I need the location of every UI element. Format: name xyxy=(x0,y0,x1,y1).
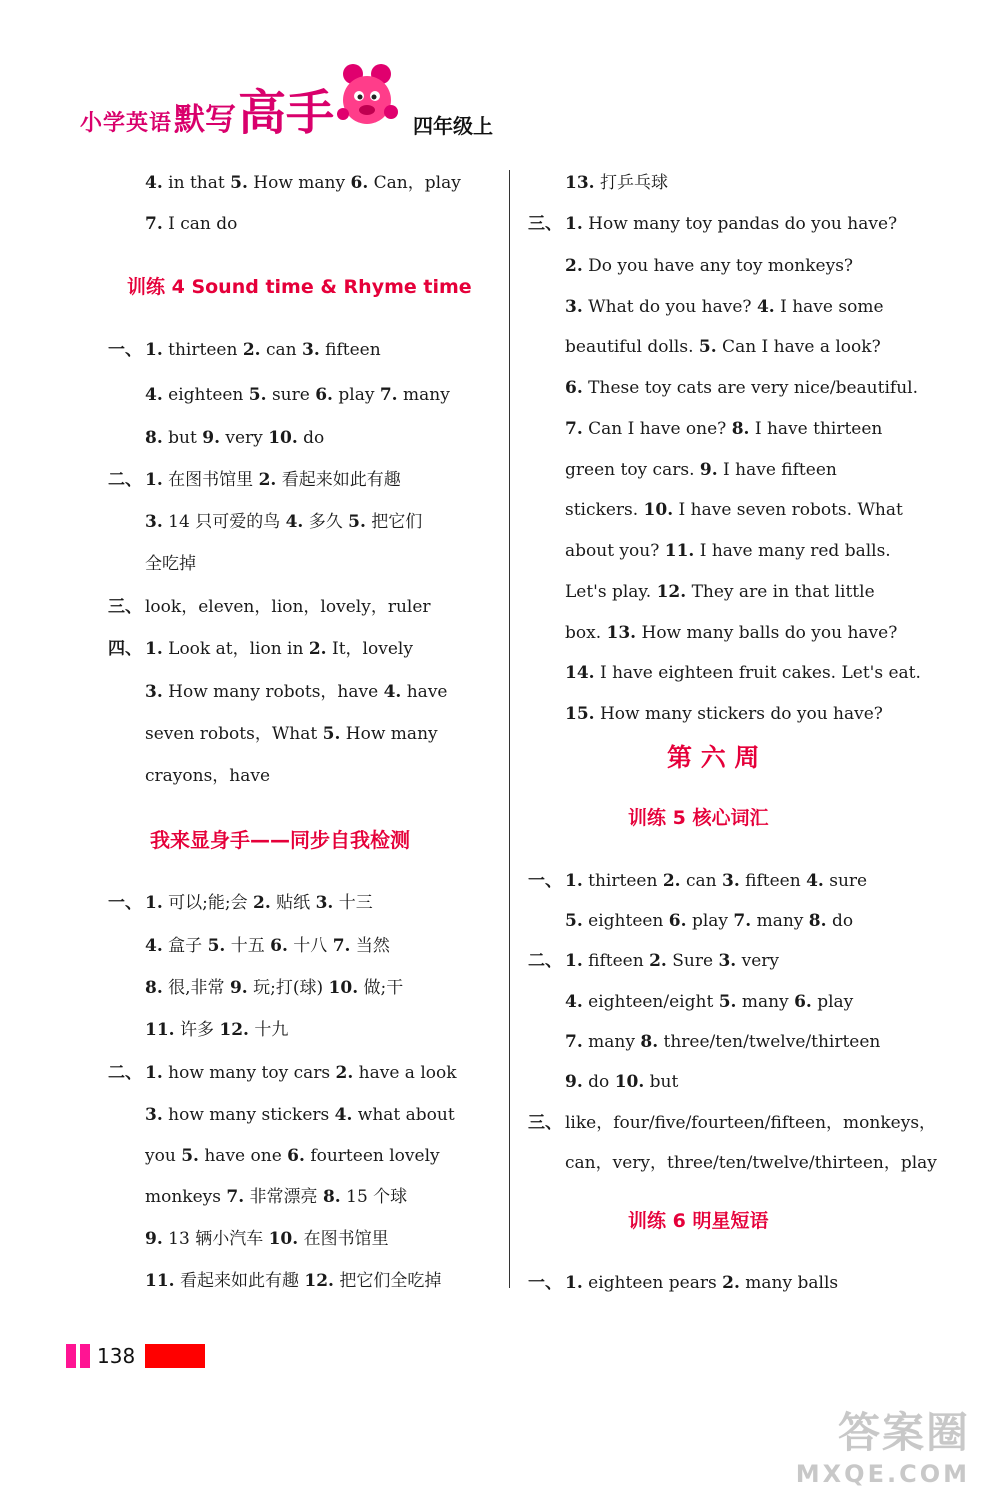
answer-text: eighteen xyxy=(162,385,249,405)
part-marker: 二、 xyxy=(108,470,142,490)
answer-text: 把它们全吃掉 xyxy=(333,1271,442,1291)
right-answer-line xyxy=(565,213,897,235)
answer-text: 打乒乓球 xyxy=(594,173,668,193)
right-answer-line xyxy=(565,540,891,562)
item-number: 11. xyxy=(145,1020,175,1040)
item-number: 1. xyxy=(145,1063,163,1083)
part-marker: 四、 xyxy=(108,639,142,659)
page-marker-bar xyxy=(80,1344,90,1368)
left-answer-line xyxy=(145,1228,389,1250)
item-number: 2. xyxy=(258,470,277,490)
part-marker: 一、 xyxy=(528,1273,562,1293)
watermark-logo: 答案圈 xyxy=(837,1408,970,1457)
answer-text: crayons，have xyxy=(145,766,271,786)
right-answer-line xyxy=(565,255,853,277)
answer-text: 十八 xyxy=(287,936,333,956)
answer-text: How many balls do you have? xyxy=(636,623,898,643)
answer-text: how many stickers xyxy=(162,1105,335,1125)
right-answer-line xyxy=(565,499,903,521)
item-number: 7. xyxy=(565,1032,583,1052)
item-number: 8. xyxy=(145,978,163,998)
item-number: 4. xyxy=(383,682,402,702)
item-number: 7. xyxy=(332,936,351,956)
item-number: 4. xyxy=(806,871,824,891)
left-answer-line xyxy=(145,469,401,491)
answer-text: 十三 xyxy=(333,893,373,913)
left-answer-line xyxy=(145,384,450,406)
answer-text: How many robots，have xyxy=(162,682,384,702)
answer-text: have a look xyxy=(353,1063,457,1083)
answer-text: How many stickers do you have? xyxy=(594,704,883,724)
section-heading: 训练 5 核心词汇 xyxy=(628,807,769,829)
answer-text: green toy cars. xyxy=(565,460,700,480)
section-heading: 我来显身手——同步自我检测 xyxy=(150,828,410,852)
answer-text: They are in that little xyxy=(686,582,875,602)
right-answer-line xyxy=(565,418,882,440)
answer-text: I have thirteen xyxy=(749,419,883,439)
answer-text: do xyxy=(297,428,325,448)
answer-text: eighteen pears xyxy=(582,1273,723,1293)
item-number: 6. xyxy=(315,385,333,405)
answer-text: 很,非常 xyxy=(162,978,230,998)
answer-text: do xyxy=(582,1072,615,1092)
part-marker: 二、 xyxy=(528,951,562,971)
answer-text: I have eighteen fruit cakes. Let's eat. xyxy=(594,663,921,683)
answer-text: 玩;打(球) xyxy=(247,978,329,998)
item-number: 7. xyxy=(733,911,752,931)
item-number: 2. xyxy=(308,639,327,659)
item-number: 6. xyxy=(794,992,812,1012)
part-marker: 一、 xyxy=(108,893,142,913)
answer-text: beautiful dolls. xyxy=(565,337,699,357)
answer-text: It，lovely xyxy=(326,639,413,659)
answer-text: but xyxy=(162,428,203,448)
answer-text: I have fifteen xyxy=(717,460,837,480)
answer-text: play xyxy=(332,385,380,405)
answer-text: about you? xyxy=(565,541,665,561)
item-number: 1. xyxy=(145,340,163,360)
item-number: 1. xyxy=(145,639,163,659)
item-number: 3. xyxy=(301,340,320,360)
answer-text: 贴纸 xyxy=(270,893,316,913)
left-answer-line xyxy=(145,172,461,194)
left-answer-line xyxy=(145,977,403,999)
right-answer-line xyxy=(565,377,918,399)
answer-text: 多久 xyxy=(303,512,349,532)
answer-text: How many xyxy=(247,173,351,193)
item-number: 2. xyxy=(722,1273,740,1293)
answer-text: I can do xyxy=(162,214,238,234)
answer-text: Do you have any toy monkeys? xyxy=(582,256,854,276)
item-number: 10. xyxy=(614,1072,645,1092)
answer-text: What do you have? xyxy=(582,297,757,317)
part-marker: 三、 xyxy=(528,1113,562,1133)
left-answer-line xyxy=(145,723,438,745)
answer-text: play xyxy=(811,992,854,1012)
page-red-block xyxy=(145,1344,205,1368)
item-number: 8. xyxy=(322,1187,341,1207)
answer-text: I have some xyxy=(774,297,884,317)
answer-text: Sure xyxy=(666,951,719,971)
answer-text: thirteen xyxy=(162,340,243,360)
item-number: 6. xyxy=(350,173,369,193)
item-number: 11. xyxy=(145,1271,175,1291)
answer-text: thirteen xyxy=(582,871,663,891)
item-number: 9. xyxy=(202,428,220,448)
answer-text: many xyxy=(397,385,450,405)
item-number: 4. xyxy=(145,385,163,405)
item-number: 12. xyxy=(304,1271,334,1291)
answer-text: 看起来如此有趣 xyxy=(174,1271,305,1291)
left-answer-line xyxy=(145,213,237,235)
item-number: 2. xyxy=(649,951,667,971)
answer-text: I have seven robots. What xyxy=(673,500,903,520)
answer-text: 许多 xyxy=(174,1020,220,1040)
left-answer-line xyxy=(145,1270,441,1292)
part-marker: 二、 xyxy=(108,1063,142,1083)
item-number: 2. xyxy=(253,893,271,913)
right-answer-line xyxy=(565,172,668,194)
answer-text: what about xyxy=(352,1105,455,1125)
item-number: 9. xyxy=(699,460,718,480)
answer-text: 可以;能;会 xyxy=(162,893,254,913)
item-number: 1. xyxy=(565,1273,583,1293)
column-divider xyxy=(509,170,510,1288)
part-marker: 三、 xyxy=(108,597,142,617)
answer-text: seven robots，What xyxy=(145,724,323,744)
left-answer-line xyxy=(145,1145,440,1167)
watermark-url: MXQE.COM xyxy=(795,1460,970,1488)
answer-text: 做;干 xyxy=(358,978,404,998)
right-answer-line xyxy=(565,1272,838,1294)
header-title-mid: 默写 xyxy=(174,102,236,138)
item-number: 2. xyxy=(335,1063,354,1083)
answer-text: Look at，lion in xyxy=(162,639,309,659)
answer-text: sure xyxy=(823,871,868,891)
item-number: 4. xyxy=(285,512,304,532)
right-answer-line xyxy=(565,703,883,725)
item-number: 3. xyxy=(145,682,163,702)
answer-text: but xyxy=(644,1072,679,1092)
item-number: 10. xyxy=(328,978,359,998)
left-answer-line xyxy=(145,935,390,957)
answer-text: eighteen xyxy=(582,911,669,931)
answer-text: can xyxy=(260,340,302,360)
answer-text: 13 辆小汽车 xyxy=(162,1229,269,1249)
page-marker-bar xyxy=(66,1344,76,1368)
answer-text: Can，play xyxy=(368,173,461,193)
item-number: 9. xyxy=(145,1229,163,1249)
item-number: 7. xyxy=(565,419,583,439)
item-number: 2. xyxy=(565,256,583,276)
answer-text: box. xyxy=(565,623,607,643)
right-answer-line xyxy=(565,1071,678,1093)
answer-text: have xyxy=(401,682,448,702)
item-number: 5. xyxy=(698,337,717,357)
right-answer-line xyxy=(565,459,837,481)
right-answer-line xyxy=(565,296,884,318)
watermark xyxy=(796,1400,970,1488)
answer-text: many xyxy=(751,911,809,931)
answer-text: How many toy pandas do you have? xyxy=(582,214,898,234)
answer-text: can，very，three/ten/twelve/thirteen，play xyxy=(565,1153,937,1173)
item-number: 12. xyxy=(656,582,687,602)
answer-text: play xyxy=(686,911,734,931)
item-number: 1. xyxy=(145,893,163,913)
item-number: 5. xyxy=(348,512,366,532)
item-number: 5. xyxy=(230,173,248,193)
left-answer-line xyxy=(145,1104,455,1126)
answer-text: 14 只可爱的鸟 xyxy=(162,512,286,532)
item-number: 3. xyxy=(721,871,740,891)
mascot-logo-icon xyxy=(333,62,403,134)
item-number: 2. xyxy=(242,340,261,360)
answer-text: many xyxy=(582,1032,641,1052)
item-number: 5. xyxy=(718,992,737,1012)
right-answer-line xyxy=(565,1031,880,1053)
left-answer-line xyxy=(145,1062,457,1084)
answer-text: fifteen xyxy=(582,951,650,971)
right-answer-line xyxy=(565,1152,937,1174)
right-answer-line xyxy=(565,991,853,1013)
answer-text: 15 个球 xyxy=(340,1187,408,1207)
answer-text: 十九 xyxy=(248,1020,289,1040)
item-number: 9. xyxy=(565,1072,583,1092)
left-answer-line xyxy=(145,1019,288,1041)
left-answer-line xyxy=(145,553,196,575)
answer-text: very xyxy=(219,428,269,448)
item-number: 15. xyxy=(565,704,595,724)
answer-text: look，eleven，lion，lovely，ruler xyxy=(145,597,431,617)
answer-text: I have many red balls. xyxy=(694,541,891,561)
item-number: 11. xyxy=(664,541,695,561)
item-number: 8. xyxy=(640,1032,659,1052)
answer-text: 盒子 xyxy=(162,936,208,956)
item-number: 10. xyxy=(643,500,674,520)
item-number: 6. xyxy=(668,911,687,931)
answer-text: fourteen lovely xyxy=(304,1146,440,1166)
section-heading: 训练 6 明星短语 xyxy=(628,1210,769,1232)
item-number: 10. xyxy=(268,428,298,448)
answer-text: 十五 xyxy=(225,936,271,956)
answer-text: many xyxy=(736,992,795,1012)
item-number: 1. xyxy=(565,214,583,234)
item-number: 3. xyxy=(565,297,583,317)
right-answer-line xyxy=(565,662,921,684)
answer-text: 在图书馆里 xyxy=(298,1229,389,1249)
right-answer-line xyxy=(565,336,881,358)
item-number: 5. xyxy=(565,911,583,931)
answer-text: Can I have a look? xyxy=(716,337,881,357)
item-number: 6. xyxy=(270,936,288,956)
part-marker: 三、 xyxy=(528,214,562,234)
answer-text: have one xyxy=(198,1146,288,1166)
item-number: 3. xyxy=(145,512,163,532)
item-number: 14. xyxy=(565,663,595,683)
answer-text: three/ten/twelve/thirteen xyxy=(658,1032,881,1052)
item-number: 1. xyxy=(565,871,583,891)
answer-text: many balls xyxy=(739,1273,839,1293)
item-number: 8. xyxy=(145,428,163,448)
answer-text: fifteen xyxy=(739,871,807,891)
answer-text: fifteen xyxy=(319,340,381,360)
item-number: 4. xyxy=(145,173,163,193)
answer-text: like，four/five/fourteen/fifteen，monkeys， xyxy=(565,1113,937,1133)
left-answer-line xyxy=(145,681,447,703)
right-answer-line xyxy=(565,622,897,644)
left-answer-line xyxy=(145,339,381,361)
left-answer-line xyxy=(145,765,270,787)
item-number: 7. xyxy=(226,1187,245,1207)
item-number: 8. xyxy=(731,419,750,439)
answer-text: How many xyxy=(340,724,438,744)
right-answer-line xyxy=(565,870,867,892)
item-number: 6. xyxy=(565,378,583,398)
answer-text: 全吃掉 xyxy=(145,554,196,574)
item-number: 5. xyxy=(322,724,341,744)
answer-text: monkeys xyxy=(145,1187,227,1207)
header-series: 小学英语 xyxy=(80,111,173,136)
answer-text: do xyxy=(826,911,854,931)
answer-text: 把它们 xyxy=(365,512,423,532)
item-number: 1. xyxy=(145,470,163,490)
answer-text: how many toy cars xyxy=(162,1063,336,1083)
item-number: 13. xyxy=(565,173,595,193)
answer-text: 看起来如此有趣 xyxy=(276,470,401,490)
item-number: 4. xyxy=(756,297,775,317)
answer-text: eighteen/eight xyxy=(582,992,719,1012)
right-answer-line xyxy=(565,910,853,932)
item-number: 5. xyxy=(248,385,267,405)
right-answer-line xyxy=(565,581,875,603)
right-answer-line xyxy=(565,950,779,972)
item-number: 4. xyxy=(145,936,163,956)
item-number: 9. xyxy=(229,978,248,998)
item-number: 5. xyxy=(181,1146,199,1166)
header-title-big: 高手 xyxy=(238,85,335,141)
answer-text: in that xyxy=(162,173,231,193)
item-number: 7. xyxy=(379,385,398,405)
item-number: 3. xyxy=(718,951,737,971)
section-heading: 训练 4 Sound time & Rhyme time xyxy=(127,276,472,298)
item-number: 1. xyxy=(565,951,583,971)
item-number: 4. xyxy=(565,992,583,1012)
grade-label: 四年级上 xyxy=(413,114,493,138)
answer-text: 在图书馆里 xyxy=(162,470,259,490)
answer-text: Let's play. xyxy=(565,582,657,602)
part-marker: 一、 xyxy=(108,340,142,360)
answer-text: 非常漂亮 xyxy=(244,1187,323,1207)
left-answer-line xyxy=(145,638,413,660)
item-number: 2. xyxy=(662,871,681,891)
item-number: 8. xyxy=(808,911,827,931)
answer-text: 当然 xyxy=(350,936,390,956)
item-number: 12. xyxy=(219,1020,249,1040)
section-heading: 第 六 周 xyxy=(667,743,760,772)
part-marker: 一、 xyxy=(528,871,562,891)
answer-text: sure xyxy=(266,385,316,405)
left-answer-line xyxy=(145,427,324,449)
item-number: 3. xyxy=(145,1105,163,1125)
item-number: 5. xyxy=(207,936,226,956)
item-number: 10. xyxy=(268,1229,299,1249)
answer-text: you xyxy=(145,1146,182,1166)
left-answer-line xyxy=(145,596,431,618)
item-number: 3. xyxy=(315,893,334,913)
answer-text: These toy cats are very nice/beautiful. xyxy=(582,378,918,398)
item-number: 13. xyxy=(606,623,637,643)
answer-text: very xyxy=(736,951,779,971)
item-number: 4. xyxy=(334,1105,353,1125)
left-answer-line xyxy=(145,511,422,533)
page-number: 138 xyxy=(97,1344,136,1368)
right-answer-line xyxy=(565,1112,936,1134)
answer-text: stickers. xyxy=(565,500,644,520)
left-answer-line xyxy=(145,1186,407,1208)
left-answer-line xyxy=(145,892,373,914)
item-number: 6. xyxy=(287,1146,305,1166)
answer-text: can xyxy=(680,871,722,891)
answer-text: Can I have one? xyxy=(582,419,732,439)
item-number: 7. xyxy=(145,214,163,234)
